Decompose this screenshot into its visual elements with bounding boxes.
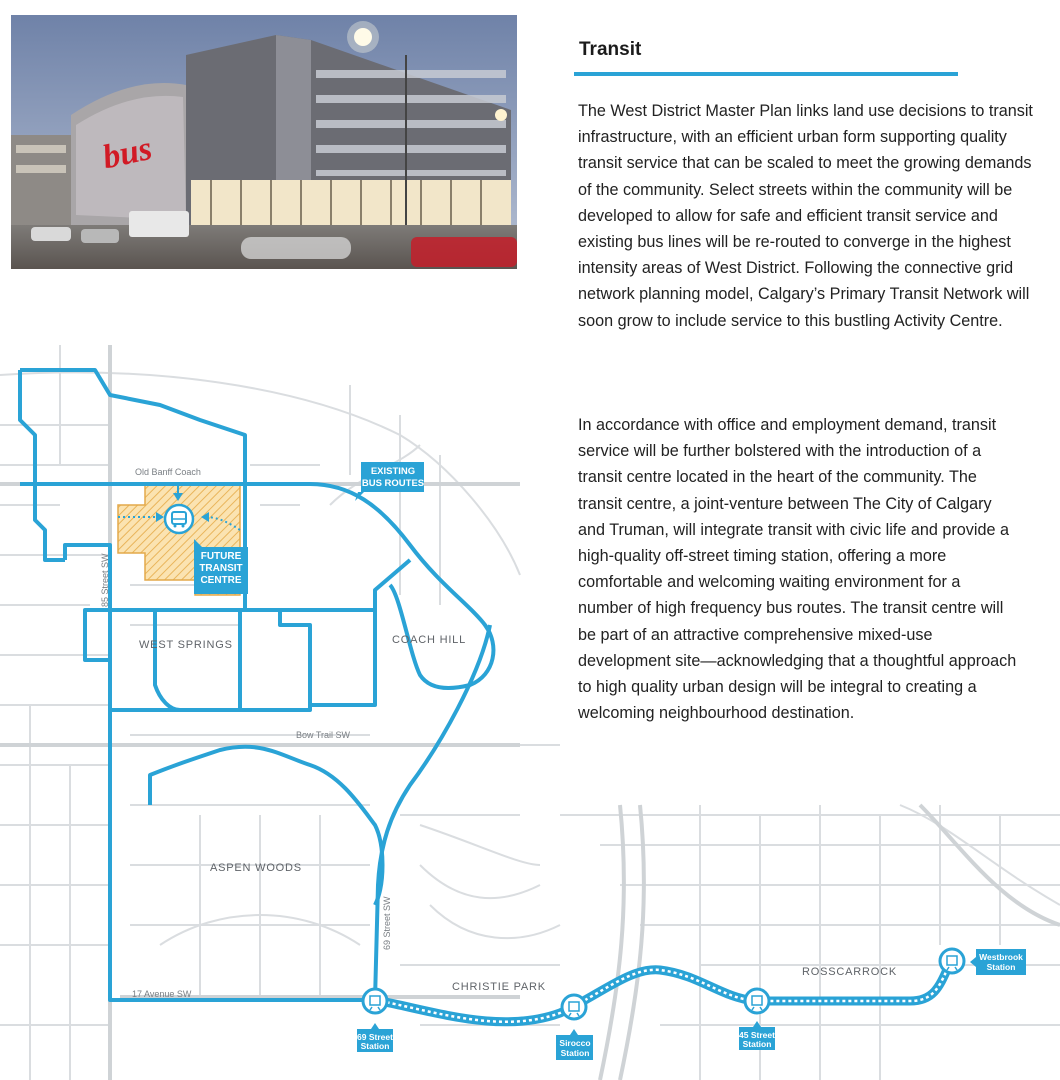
map-svg bbox=[0, 345, 1060, 1080]
paragraph-1: The West District Master Plan links land use decisions to transit infrastructure, with an efficient urban form supporting quality transit service that can be scaled to meet the growing demands of the community. Select streets within the community will be developed to allow for safe and efficient transit service and existing bus lines will be re-routed to converge in the highest intensity areas of West District. Following the connective grid network planning model, Calgary’s Primary Transit Network will soon grow to include service to this bustling Activity Centre. bbox=[578, 102, 1033, 330]
svg-text:Westbrook: Westbrook bbox=[979, 952, 1023, 962]
station-westbrook bbox=[940, 949, 1026, 975]
building-photo-illustration bbox=[11, 15, 517, 269]
heading-underline bbox=[574, 72, 958, 76]
street-label-bow-trail: Bow Trail SW bbox=[296, 730, 351, 740]
svg-text:Sirocco: Sirocco bbox=[559, 1038, 591, 1048]
street-label-85-street: 85 Street SW bbox=[100, 553, 110, 607]
svg-text:Station: Station bbox=[742, 1039, 772, 1049]
station-45-street bbox=[739, 989, 775, 1050]
bus-icon bbox=[165, 505, 193, 533]
community-coach-hill: COACH HILL bbox=[392, 634, 467, 646]
transit-map bbox=[0, 345, 1060, 1080]
svg-text:Station: Station bbox=[360, 1041, 390, 1051]
section-heading: Transit bbox=[579, 39, 642, 60]
svg-text:Station: Station bbox=[986, 962, 1016, 972]
callout-future-transit-centre bbox=[194, 539, 248, 594]
street-network bbox=[0, 345, 1060, 1080]
station-69-street bbox=[357, 989, 393, 1052]
svg-text:69 Street: 69 Street bbox=[357, 1032, 393, 1042]
street-label-69-street: 69 Street SW bbox=[382, 896, 392, 950]
paragraph-2: In accordance with office and employment demand, transit service will be further bolstered with the introduction of a transit centre located in the heart of the community. The transit centre, a joint-venture between The City of Calgary and Truman, will integrate transit with civic life and provide a high-quality off-street timing station, offering a more comfortable and welcoming waiting environment for a number of high frequency bus routes. The transit centre will be part of an attractive comprehensive mixed-use development site—acknowledging that a thoughtful approach to high quality urban design will be integral to creating a welcoming neighbourhood destination. bbox=[578, 416, 1017, 723]
callout-existing-bus-routes bbox=[355, 462, 424, 501]
svg-text:FUTURE: FUTURE bbox=[200, 551, 242, 562]
svg-text:TRANSIT: TRANSIT bbox=[199, 563, 243, 574]
station-sirocco bbox=[556, 995, 593, 1060]
community-christie-park: CHRISTIE PARK bbox=[452, 981, 546, 993]
community-aspen-woods: ASPEN WOODS bbox=[210, 862, 302, 874]
bus-sign: bus bbox=[99, 129, 156, 177]
community-rosscarrock: ROSSCARROCK bbox=[802, 966, 897, 978]
svg-text:CENTRE: CENTRE bbox=[200, 575, 242, 586]
community-west-springs: WEST SPRINGS bbox=[139, 639, 233, 651]
svg-text:45 Street: 45 Street bbox=[739, 1030, 775, 1040]
svg-text:EXISTING: EXISTING bbox=[370, 466, 416, 477]
svg-text:BUS ROUTES: BUS ROUTES bbox=[361, 478, 425, 489]
street-label-17-avenue: 17 Avenue SW bbox=[132, 989, 192, 999]
article bbox=[578, 38, 1048, 723]
svg-text:Station: Station bbox=[560, 1048, 590, 1058]
transit-photo bbox=[11, 15, 517, 269]
street-label-old-banff: Old Banff Coach bbox=[135, 467, 201, 477]
